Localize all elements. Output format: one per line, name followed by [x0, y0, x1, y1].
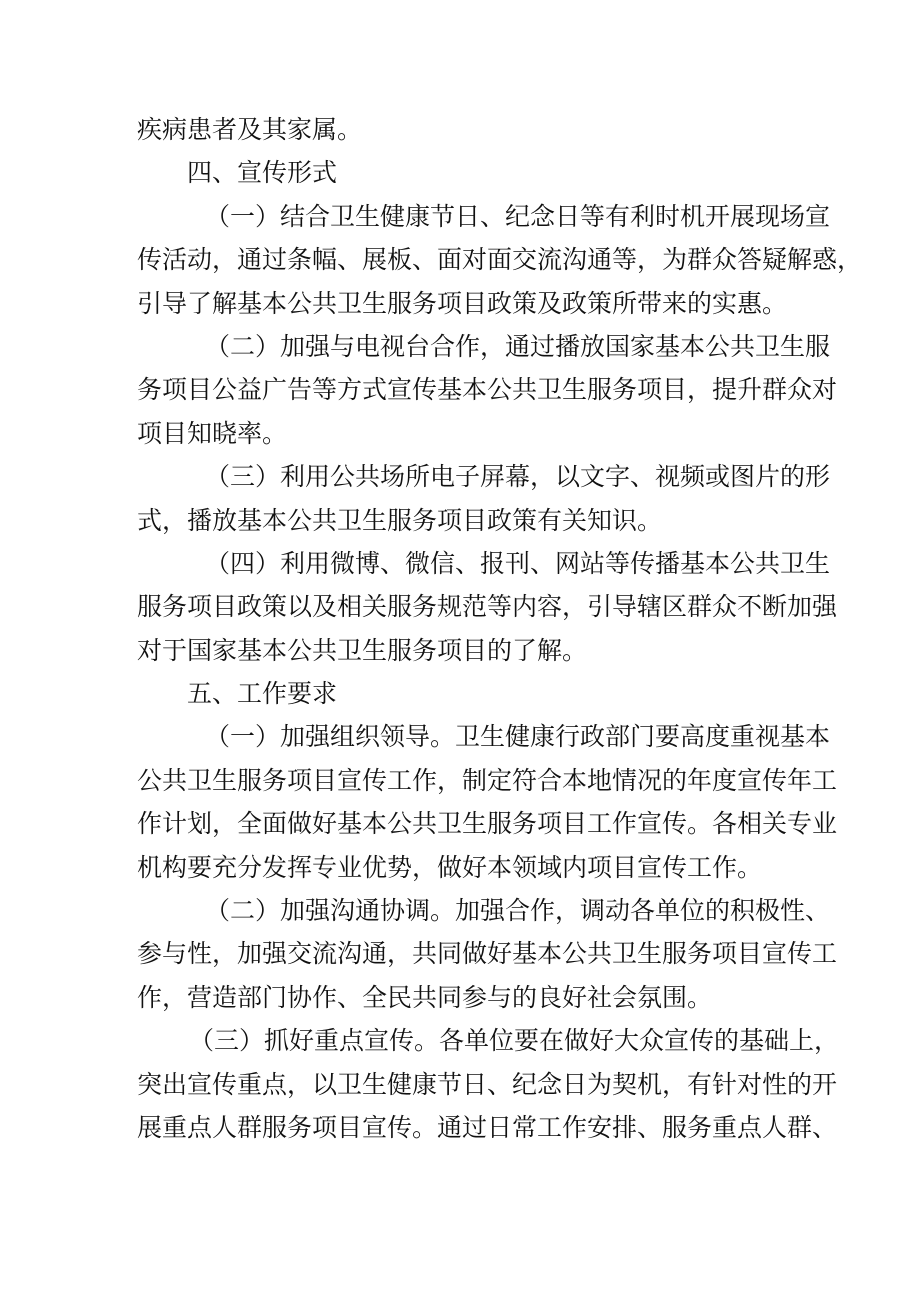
paragraph-continuation-line: 疾病患者及其家属。: [137, 115, 363, 144]
paragraph-line: 式，播放基本公共卫生服务项目政策有关知识。: [137, 505, 663, 535]
paragraph-line: 展重点人群服务项目宣传。通过日常工作安排、服务重点人群、: [137, 1112, 838, 1142]
paragraph-line: 传活动，通过条幅、展板、面对面交流沟通等，为群众答疑解惑，: [137, 245, 863, 275]
paragraph-line: 机构要充分发挥专业优势，做好本领域内项目宣传工作。: [137, 852, 763, 882]
paragraph-line: 作计划，全面做好基本公共卫生服务项目工作宣传。各相关专业: [137, 809, 838, 839]
paragraph-line: （三）抓好重点宣传。各单位要在做好大众宣传的基础上，: [189, 1026, 840, 1056]
paragraph-line: （一）结合卫生健康节日、纪念日等有利时机开展现场宣: [205, 201, 831, 231]
paragraph-line: （四）利用微博、微信、报刊、网站等传播基本公共卫生: [205, 548, 831, 578]
paragraph-line: 突出宣传重点，以卫生健康节日、纪念日为契机，有针对性的开: [137, 1069, 838, 1099]
paragraph-line: 公共卫生服务项目宣传工作，制定符合本地情况的年度宣传年工: [137, 765, 838, 795]
paragraph-line: （二）加强与电视台合作，通过播放国家基本公共卫生服: [205, 331, 831, 361]
document-body: [137, 108, 863, 1149]
paragraph-line: （三）利用公共场所电子屏幕，以文字、视频或图片的形: [205, 462, 831, 492]
paragraph-line: 作，营造部门协作、全民共同参与的良好社会氛围。: [137, 982, 713, 1012]
section-heading-work-requirements: 五、工作要求: [187, 679, 338, 709]
section-heading-publicity-forms: 四、宣传形式: [187, 158, 338, 188]
paragraph-line: 参与性，加强交流沟通，共同做好基本公共卫生服务项目宣传工: [137, 939, 838, 969]
paragraph-line: （二）加强沟通协调。加强合作，调动各单位的积极性、: [205, 896, 831, 926]
paragraph-line: 引导了解基本公共卫生服务项目政策及政策所带来的实惠。: [137, 288, 788, 318]
paragraph-line: 服务项目政策以及相关服务规范等内容，引导辖区群众不断加强: [137, 592, 838, 622]
paragraph-line: （一）加强组织领导。卫生健康行政部门要高度重视基本: [205, 722, 831, 752]
paragraph-line: 项目知晓率。: [137, 418, 288, 448]
paragraph-line: 对于国家基本公共卫生服务项目的了解。: [137, 635, 588, 665]
paragraph-line: 务项目公益广告等方式宣传基本公共卫生服务项目，提升群众对: [137, 375, 838, 405]
